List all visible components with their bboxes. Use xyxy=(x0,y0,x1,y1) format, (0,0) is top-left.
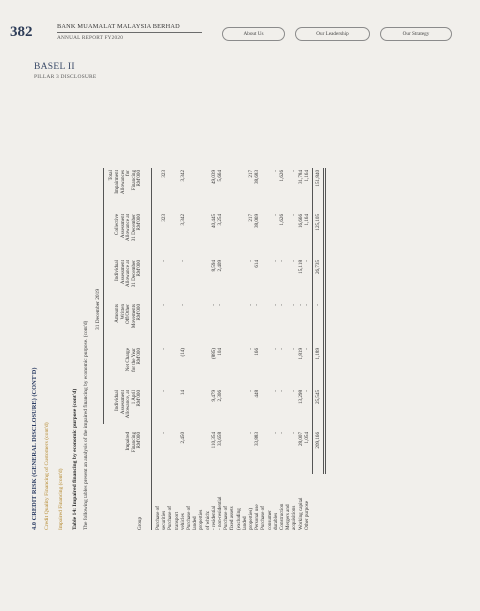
table-cell: 3,342 xyxy=(179,170,186,182)
rotated-content xyxy=(31,130,480,530)
table-cell: 1,054 xyxy=(303,432,310,444)
subheading-impaired-financing: Impaired Financing (cont'd) xyxy=(58,468,64,530)
table-cell: 49,039 xyxy=(210,170,217,185)
subheading-credit-quality: Credit Quality Financing of Customers (cont'd) xyxy=(44,422,50,530)
row-label: landed xyxy=(241,516,248,530)
table-cell: - xyxy=(179,260,186,262)
table-cell: - xyxy=(291,214,298,216)
table-cell: 33,883 xyxy=(254,432,261,447)
row-label: durables xyxy=(272,512,279,530)
row-label: securities xyxy=(161,510,168,530)
column-header-7: Total xyxy=(108,170,115,181)
row-label: Working capital xyxy=(297,497,304,530)
table-cell: - xyxy=(279,432,285,434)
table-cell: - xyxy=(248,432,254,434)
column-header-5: Assessment xyxy=(119,260,126,285)
table-cell: 614 xyxy=(254,260,261,268)
column-header-2: RM'000 xyxy=(136,390,143,407)
table-cell: - xyxy=(303,390,310,392)
table-cell: (885) xyxy=(210,348,217,360)
table-cell: - xyxy=(161,390,168,392)
total-cell: 1,189 xyxy=(315,348,321,360)
table-cell: 2,409 xyxy=(217,260,223,272)
period-label: 31 December 2019 xyxy=(95,288,101,330)
table-cell: - xyxy=(248,260,254,262)
table-cell: 1,164 xyxy=(303,214,310,226)
table-cell: - xyxy=(248,304,254,306)
table-cell: - xyxy=(279,260,285,262)
column-header-4: Written xyxy=(119,304,126,320)
table-cell: 5,664 xyxy=(217,170,223,182)
table-cell: 9,479 xyxy=(210,390,217,402)
column-header-2: Assessment xyxy=(119,390,126,415)
row-label: Mergers and xyxy=(285,504,292,530)
table-cell: 2,306 xyxy=(217,390,223,402)
table-cell: - xyxy=(303,348,310,350)
table-cell: - xyxy=(179,304,186,306)
row-label: of which: xyxy=(204,510,211,530)
row-label: transport xyxy=(173,511,180,530)
column-header-3: for the Year xyxy=(130,348,137,372)
table-cell: - xyxy=(291,260,298,262)
table-cell: - xyxy=(272,432,279,434)
table-cell: 40,445 xyxy=(210,214,217,229)
table-cell: 217 xyxy=(248,214,254,222)
table-title: Table 14: Impaired financing by economic purpose (cont'd) xyxy=(72,388,78,530)
column-header-7: Allowances xyxy=(119,170,126,195)
table-cell: - xyxy=(279,390,285,392)
table-cell: 1,819 xyxy=(297,348,304,360)
column-header-6: Assessment xyxy=(119,214,126,239)
column-header-5: RM'000 xyxy=(136,260,143,277)
column-header-5: 31 December xyxy=(130,260,137,288)
row-label: acquisitions xyxy=(291,505,298,530)
row-label: Personal use xyxy=(254,504,261,530)
table-cell: - xyxy=(291,432,298,434)
table-cell: 33,658 xyxy=(217,432,223,447)
table-cell: 104 xyxy=(217,348,223,356)
table-cell: - xyxy=(303,304,310,306)
total-cell: 209,166 xyxy=(315,432,321,449)
row-label: Construction xyxy=(279,503,285,530)
table-cell: - xyxy=(279,348,285,350)
row-label: vehicles xyxy=(179,513,186,530)
table-cell: 1,626 xyxy=(279,170,285,182)
total-cell: 26,735 xyxy=(315,260,321,275)
table-cell: 15,118 xyxy=(297,260,304,274)
table-cell: - xyxy=(291,170,298,172)
table-cell: - xyxy=(161,304,168,306)
column-header-7: Impairment xyxy=(114,170,120,194)
column-header-2: Individual xyxy=(114,390,120,411)
table-cell: 166 xyxy=(254,348,261,356)
column-header-7: for xyxy=(125,170,132,176)
total-bottom-rule-2 xyxy=(325,168,326,474)
bank-name: BANK MUAMALAT MALAYSIA BERHAD xyxy=(57,23,180,30)
table-cell: 31,784 xyxy=(297,170,304,185)
section-subtitle: PILLAR 3 DISCLOSURE xyxy=(34,74,97,80)
row-label: Purchase of xyxy=(155,506,161,530)
table-cell: 13,298 xyxy=(297,390,304,405)
table-cell: 1,626 xyxy=(279,214,285,226)
table-cell: 323 xyxy=(161,214,168,222)
table-cell: - xyxy=(248,390,254,392)
table-cell: 448 xyxy=(254,390,261,398)
table-cell: 16,666 xyxy=(297,214,304,229)
column-header-6: 31 December xyxy=(130,214,137,242)
column-header-3: RM'000 xyxy=(136,348,143,365)
row-label: Purchase of xyxy=(186,506,192,530)
table-cell: - xyxy=(272,170,279,172)
report-name: ANNUAL REPORT FY2020 xyxy=(57,35,124,41)
column-header-1: Financing xyxy=(130,432,137,453)
row-label: consumer xyxy=(266,510,273,530)
row-label: Purchase of xyxy=(167,506,174,530)
table-cell: 3,254 xyxy=(217,214,223,226)
column-header-1: RM'000 xyxy=(136,432,143,449)
section-title: BASEL II xyxy=(34,62,75,72)
column-header-1: Impaired xyxy=(125,432,132,451)
column-header-7: RM'000 xyxy=(136,170,143,187)
table-cell: 28,007 xyxy=(297,432,304,447)
row-label: fixed assets xyxy=(229,506,236,530)
section-heading: 4.0 CREDIT RISK (GENERAL DISCLOSURE) (CONT'D) xyxy=(31,367,38,530)
table-cell: - xyxy=(291,390,298,392)
table-intro: The following tables present an analysis of the impaired financing by economic purpose. (cont'd) xyxy=(83,320,89,530)
page-number: 382 xyxy=(10,24,33,40)
total-cell: 151,840 xyxy=(315,170,321,187)
table-cell: - xyxy=(272,304,279,306)
table-cell: 217 xyxy=(248,170,254,178)
table-cell: 8,594 xyxy=(210,260,217,272)
impaired-financing-table xyxy=(95,130,480,530)
column-header-4: Movements xyxy=(130,304,137,329)
table-cell: - xyxy=(291,304,298,306)
row-label: properties) xyxy=(248,507,254,530)
row-label: - non-residential xyxy=(217,496,223,530)
total-cell: 125,105 xyxy=(315,214,321,231)
row-label: landed xyxy=(192,516,199,530)
table-cell: - xyxy=(291,348,298,350)
row-label: Purchase of xyxy=(260,506,267,530)
table-cell: 38,683 xyxy=(254,170,261,185)
table-cell: (14) xyxy=(179,348,186,357)
column-header-2: 1 April xyxy=(130,390,137,405)
table-cell: - xyxy=(272,390,279,392)
total-cell: - xyxy=(315,304,321,306)
table-cell: - xyxy=(272,348,279,350)
column-header-6: RM'000 xyxy=(136,214,143,231)
column-header-4: Amounts xyxy=(114,304,120,323)
table-cell: 2,450 xyxy=(179,432,186,444)
table-cell: 3,342 xyxy=(179,214,186,226)
table-cell: 14 xyxy=(179,390,186,396)
column-header-3: Net Charge xyxy=(125,348,132,372)
period-rule xyxy=(103,168,104,424)
table-cell: - xyxy=(210,304,217,306)
table-cell: - xyxy=(297,304,304,306)
column-header-4: Off/Other xyxy=(125,304,132,324)
column-header-4: RM'000 xyxy=(136,304,143,321)
column-header-5: Individual xyxy=(114,260,120,281)
row-label: Purchase of xyxy=(223,506,230,530)
table-cell: - xyxy=(279,304,285,306)
table-cell: - xyxy=(161,348,168,350)
row-label: properties xyxy=(198,509,205,530)
column-header-6: Allowance at xyxy=(125,214,132,242)
table-cell: 38,069 xyxy=(254,214,261,229)
table-cell: 1,164 xyxy=(303,170,310,182)
nav-our-strategy-button[interactable]: Our Strategy xyxy=(380,27,452,41)
table-cell: - xyxy=(272,260,279,262)
total-cell: 25,545 xyxy=(315,390,321,405)
table-cell: - xyxy=(161,432,168,434)
table-cell: - xyxy=(254,304,261,306)
header-rule xyxy=(151,168,152,530)
column-header-5: Allowance at xyxy=(125,260,132,288)
row-label: (excluding xyxy=(235,508,242,530)
nav-about-us-button[interactable]: About Us xyxy=(222,27,285,41)
column-header-2: Allowance, at xyxy=(125,390,132,419)
table-cell: - xyxy=(303,260,310,262)
row-label: Other purpose xyxy=(303,501,310,530)
table-cell: - xyxy=(217,304,223,306)
group-header: Group xyxy=(137,516,144,530)
column-header-7: Financing xyxy=(130,170,137,191)
table-cell: - xyxy=(272,214,279,216)
table-cell: - xyxy=(161,260,168,262)
column-header-6: Collective xyxy=(114,214,120,235)
table-cell: - xyxy=(248,348,254,350)
total-top-rule xyxy=(312,168,313,474)
row-label: - residential xyxy=(210,505,217,530)
table-cell: 323 xyxy=(161,170,168,178)
table-cell: 110,354 xyxy=(210,432,217,449)
nav-our-leadership-button[interactable]: Our Leadership xyxy=(295,27,370,41)
header-divider xyxy=(57,32,202,33)
